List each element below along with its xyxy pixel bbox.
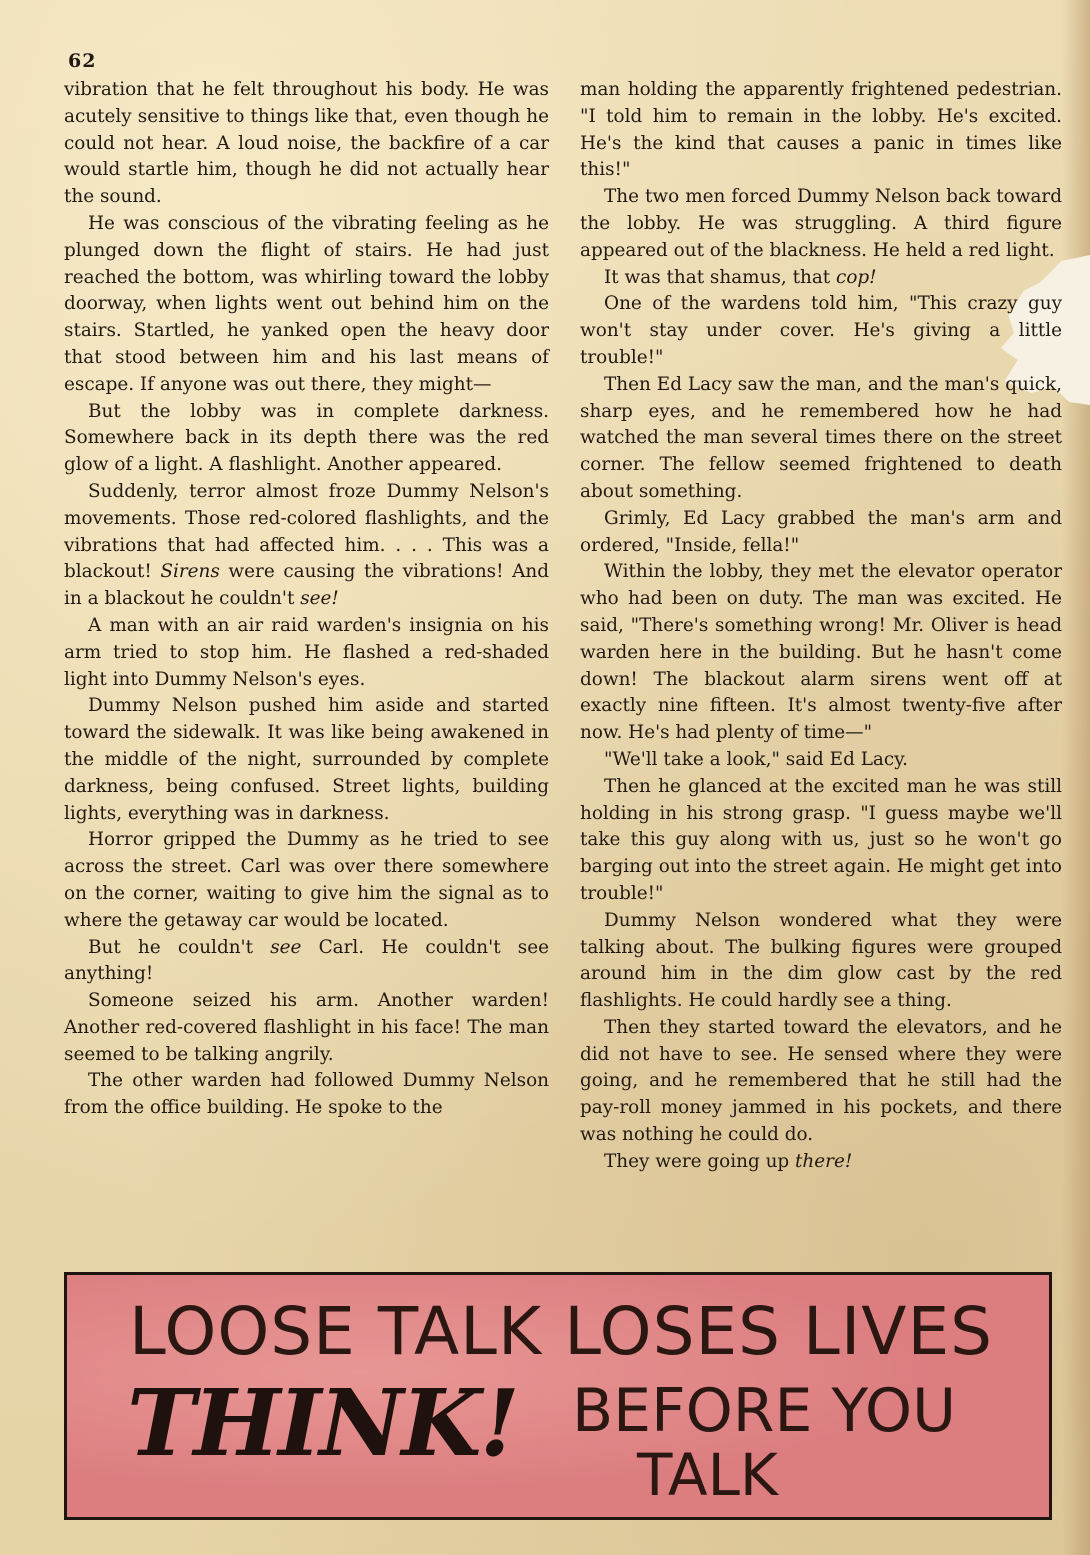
paragraph: He was conscious of the vibrating feeling as he plunged down the flight of stairs. He had just reached the bottom, was whirling toward the lobby doorway, when lights went out behind him on the stairs. Startled, he yanked open the heavy door that stood between him and his last means of escape. If anyone was out there, they might— — [64, 212, 549, 395]
paragraph: Within the lobby, they met the elevator operator who had been on duty. The man was excited. He said, "There's something wrong! Mr. Oliver is head warden here in the building. But he hasn't come down! The blackout alarm sirens went off at exactly nine fifteen. It's almost twenty-five after now. He's had plenty of time—" — [580, 561, 1062, 744]
paragraph: Dummy Nelson wondered what they were talking about. The bulking figures were grouped around him in the dim glow cast by the red flashlights. He could hardly see a thing. — [580, 909, 1062, 1012]
paragraph: vibration that he felt throughout his body. He was acutely sensitive to things like that, even though he could not hear. A loud noise, the backfire of a car would startle him, though he did not actually hear the sound. — [64, 79, 549, 208]
paragraph: The two men forced Dummy Nelson back toward the lobby. He was struggling. A third figure appeared out of the blackness. He held a red light. — [580, 186, 1062, 261]
paragraph: Then they started toward the elevators, and he did not have to see. He sensed where they were going, and he remembered that he still had the pay-roll money jammed in his pockets, and there was nothing he could do. — [580, 1016, 1062, 1146]
banner-before-you: BEFORE YOU — [572, 1376, 956, 1446]
paragraph: A man with an air raid warden's insignia on his arm tried to stop him. He flashed a red-shaded light into Dummy Nelson's eyes. — [64, 614, 549, 690]
paragraph: The other warden had followed Dummy Nelson from the office building. He spoke to the — [64, 1070, 549, 1119]
paragraph: Suddenly, terror almost froze Dummy Nelson's movements. Those red-colored flashlights, and the vibrations that had affected him. . . . This was a blackout! Sirens were causing the vibrations! And in a blackout he couldn't see! — [64, 480, 549, 610]
paragraph: "We'll take a look," said Ed Lacy. — [604, 748, 908, 770]
banner-talk: TALK — [637, 1441, 778, 1509]
left-column — [64, 77, 549, 1122]
paragraph: Horror gripped the Dummy as he tried to see across the street. Carl was over there somewhere on the corner, waiting to give him the signal as to where the getaway car would be located. — [64, 829, 549, 931]
paragraph: But he couldn't see Carl. He couldn't see anything! — [64, 936, 549, 985]
paragraph: Someone seized his arm. Another warden! Another red-covered flashlight in his face! The man seemed to be talking angrily. — [64, 990, 549, 1065]
paragraph: Then he glanced at the excited man he was still holding in his strong grasp. "I guess maybe we'll take this guy along with us, just so he won't go barging out into the street again. He might get into trouble!" — [580, 775, 1062, 904]
paragraph: Dummy Nelson pushed him aside and started toward the sidewalk. It was like being awakened in the middle of the night, surrounded by complete darkness, being confused. Street lights, building lights, everything was in darkness. — [64, 695, 549, 824]
paragraph: They were going up there! — [604, 1150, 853, 1172]
banner-think: THINK! — [127, 1369, 518, 1477]
page-edge-shading — [1062, 0, 1090, 1555]
page-number: 62 — [68, 50, 97, 72]
right-column — [580, 77, 1062, 1176]
banner-headline: LOOSE TALK LOSES LIVES — [128, 1293, 994, 1370]
paragraph: man holding the apparently frightened pedestrian. "I told him to remain in the lobby. He's excited. He's the kind that causes a panic in times like this!" — [580, 79, 1062, 181]
paragraph: One of the wardens told him, "This crazy guy won't stay under cover. He's giving a little trouble!" — [580, 293, 1062, 368]
paragraph: Then Ed Lacy saw the man, and the man's quick, sharp eyes, and he remembered how he had watched the man several times there on the street corner. The fellow seemed frightened to death about something. — [580, 373, 1062, 502]
paragraph: Grimly, Ed Lacy grabbed the man's arm and ordered, "Inside, fella!" — [580, 507, 1062, 556]
paragraph: But the lobby was in complete darkness. Somewhere back in its depth there was the red glow of a light. A flashlight. Another appeared. — [64, 400, 549, 476]
paragraph: It was that shamus, that cop! — [604, 266, 877, 288]
war-slogan-banner — [64, 1272, 1052, 1520]
